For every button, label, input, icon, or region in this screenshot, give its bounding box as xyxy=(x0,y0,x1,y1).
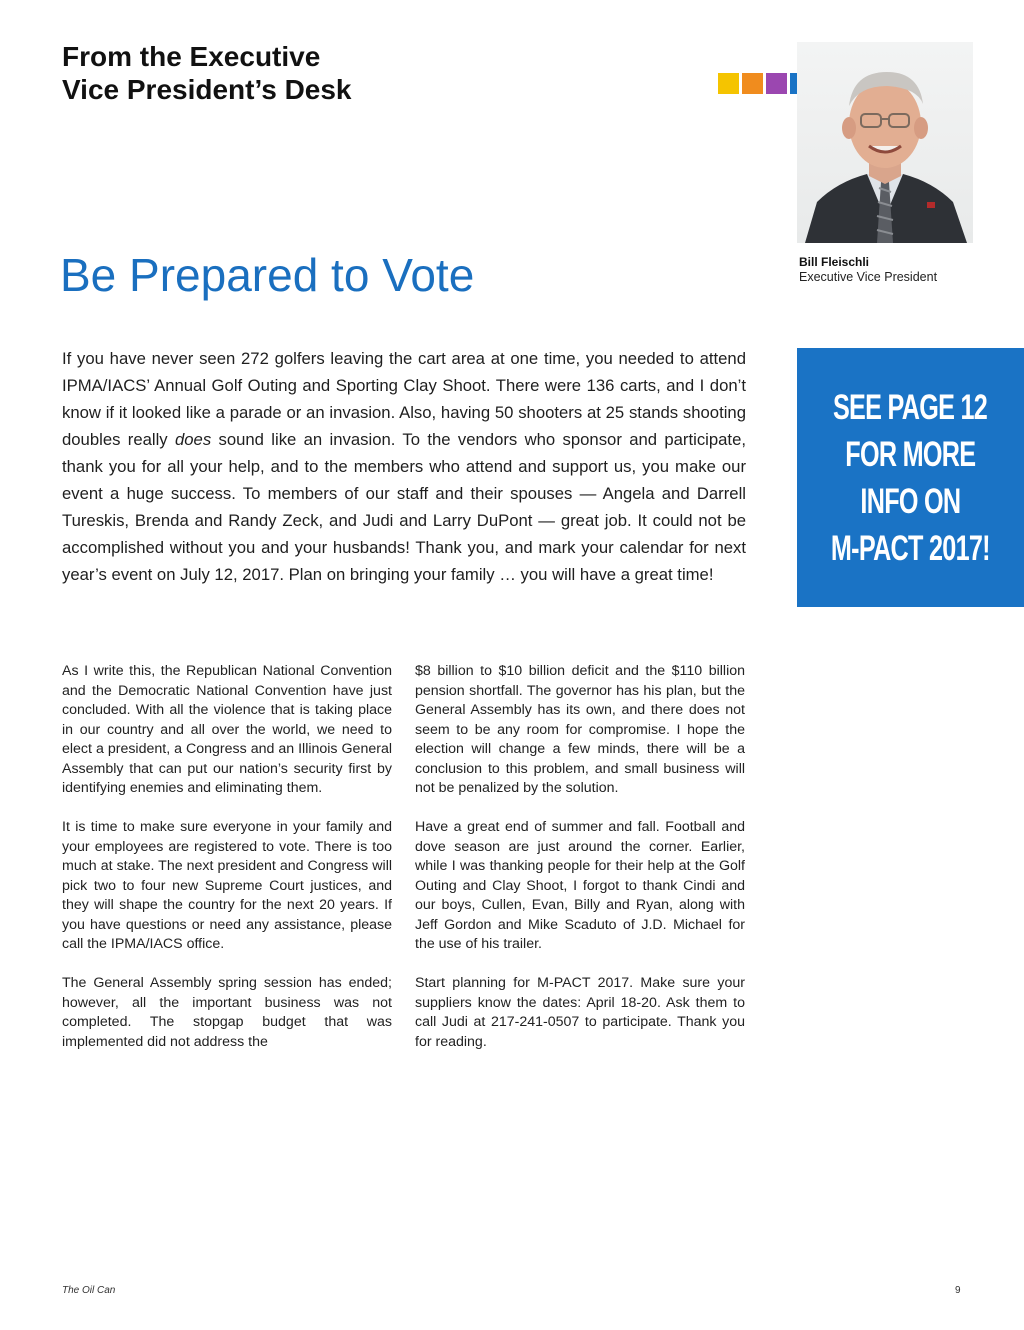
callout-line-3: INFO ON xyxy=(860,481,961,521)
section-title-line-1: From the Executive xyxy=(62,41,321,72)
portrait-photo xyxy=(797,42,973,243)
intro-paragraph xyxy=(62,345,746,588)
footer-publication-name: The Oil Can xyxy=(62,1285,116,1296)
callout-line-2: FOR MORE xyxy=(845,434,976,474)
portrait-name: Bill Fleischli xyxy=(799,255,870,269)
footer-page-number: 9 xyxy=(955,1285,961,1296)
callout-line-1: SEE PAGE 12 xyxy=(833,387,988,427)
body-column-left xyxy=(62,662,392,1072)
purple-square xyxy=(766,73,787,94)
intro-text-part-2: sound like an invasion. To the vendors who sponsor and participate, thank you for all your help, and to the members who attend and support us, you make our event a huge success. To members of our staff and their spouses — Angela and Darrell Tureskis, Brenda and Randy Zeck, and Judi and Larry DuPont — great job. It could not be accomplished without you and your husbands! Thank you, and mark your calendar for next year’s event on July 12, 2017. Plan on bringing your family … you will have a great time! xyxy=(62,430,746,584)
body-column-right xyxy=(415,662,745,1072)
mpact-callout-box xyxy=(797,348,1024,607)
portrait-role: Executive Vice President xyxy=(799,270,938,284)
portrait-illustration xyxy=(797,42,973,243)
section-title-line-2: Vice President’s Desk xyxy=(62,74,352,105)
body-paragraph: The General Assembly spring session has ended; however, all the important business was not completed. The stopgap budget that was implemented did not address the xyxy=(62,975,392,1050)
article-headline: Be Prepared to Vote xyxy=(60,249,475,301)
body-paragraph: Have a great end of summer and fall. Football and dove season are just around the corner. Earlier, while I was thanking people for their help at the Golf Outing and Clay Shoot, I forgot to thank Cindi and our boys, Cullen, Evan, Billy and Ryan, along with Jeff Gordon and Mike Scaduto of J.D. Michael for the use of his trailer. xyxy=(415,819,745,952)
intro-italic-word: does xyxy=(174,430,212,449)
body-paragraph: As I write this, the Republican National Convention and the Democratic National Convention have just concluded. With all the violence that is taking place in our country and all over the world, we need to elect a president, a Congress and an Illinois General Assembly that can put our nation’s security first by identifying enemies and eliminating them. xyxy=(62,663,392,796)
section-title xyxy=(62,40,622,106)
body-paragraph: It is time to make sure everyone in your family and your employees are registered to vote. There is too much at stake. The next president and Congress will pick two to four new Supreme Court justices, and they will shape the country for the next 20 years. If you have questions or need any assistance, please call the IPMA/IACS office. xyxy=(62,819,392,952)
body-paragraph: $8 billion to $10 billion deficit and the $110 billion pension shortfall. The governor has his plan, but the General Assembly has its own, and there does not seem to be any room for compromise. I hope the election will change a few minds, there will be a conclusion to this problem, and small business will not be penalized by the solution. xyxy=(415,663,745,796)
orange-square xyxy=(742,73,763,94)
intro-text-part-1: If you have never seen 272 golfers leaving the cart area at one time, you needed to attend IPMA/IACS’ Annual Golf Outing and Sporting Clay Shoot. There were 136 carts, and I don’t know if it looked like a parade or an invasion. Also, having 50 shooters at 25 stands shooting doubles really xyxy=(62,349,746,449)
yellow-square xyxy=(718,73,739,94)
callout-line-4: M-PACT 2017! xyxy=(831,528,990,568)
body-paragraph: Start planning for M-PACT 2017. Make sure your suppliers know the dates: April 18-20. Ask them to call Judi at 217-241-0507 to participate. Thank you for reading. xyxy=(415,975,745,1050)
